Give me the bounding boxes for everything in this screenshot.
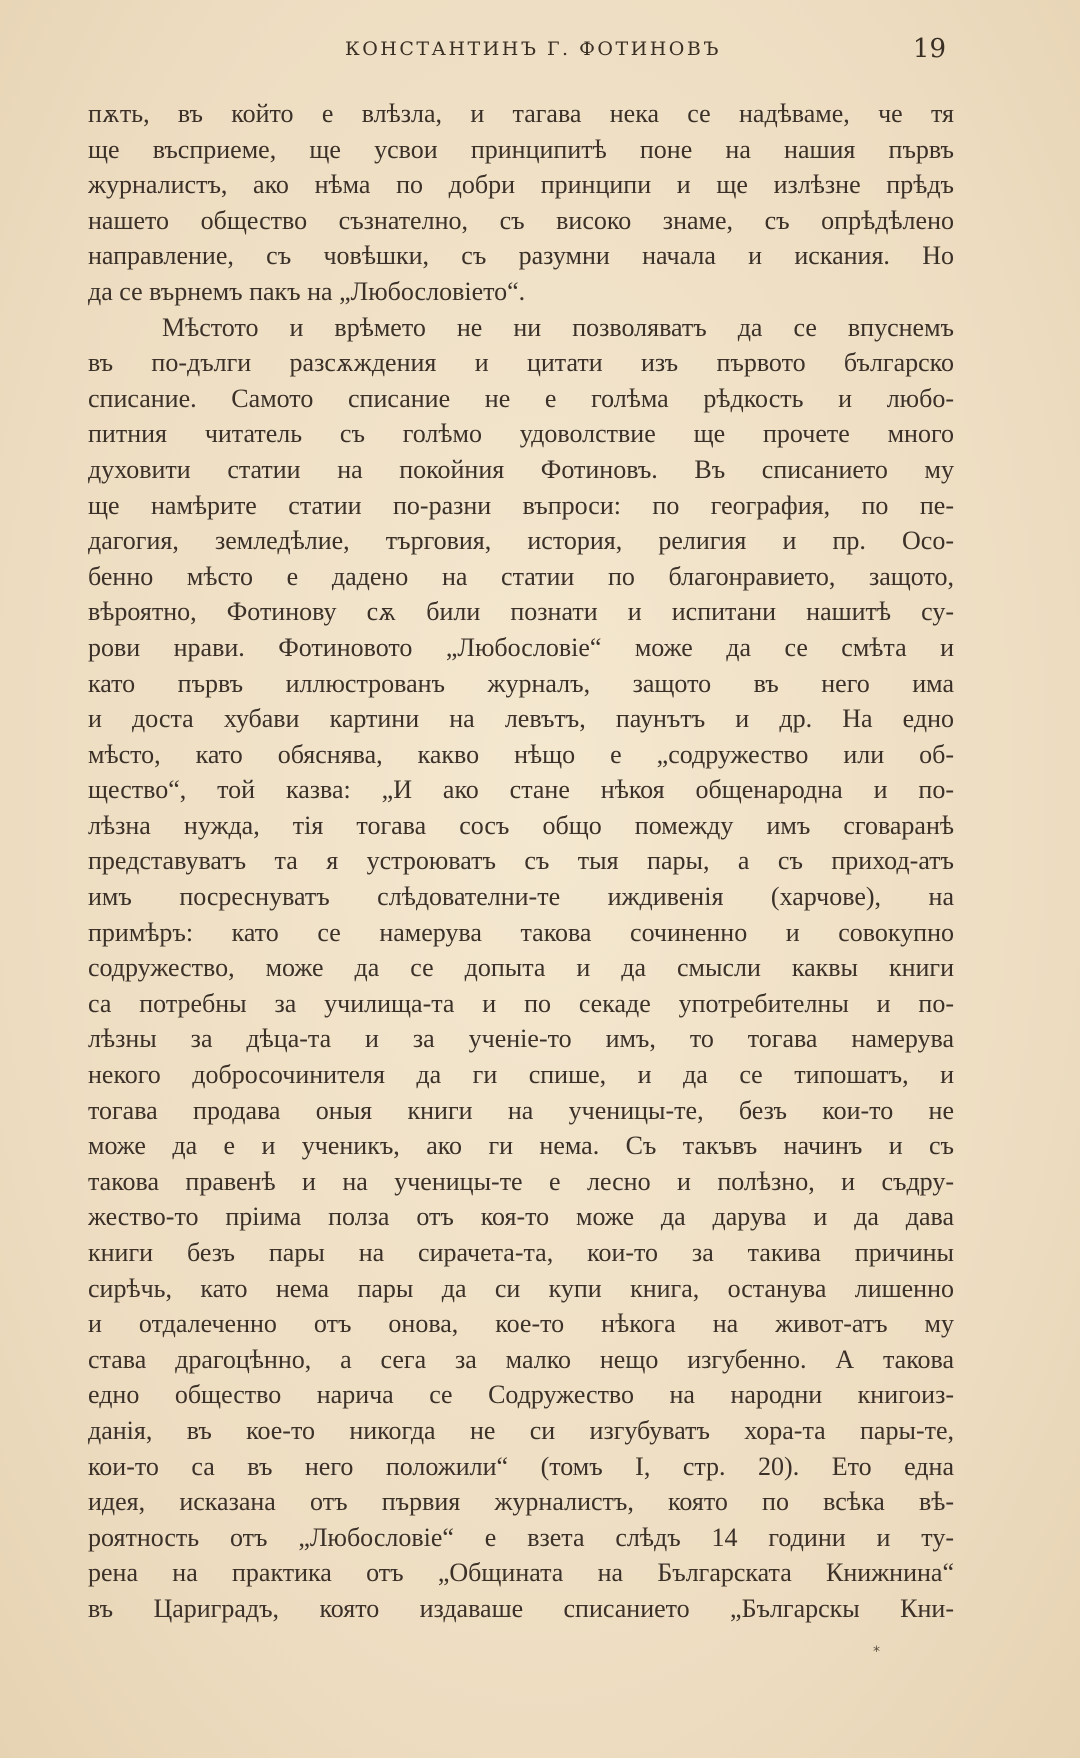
running-head: КОНСТАНТИНЪ Г. ФОТИНОВЪ	[345, 38, 721, 60]
text-line: мѣсто, като обяснява, какво нѣщо е „содружество или об-	[88, 739, 954, 769]
text-line: жество-то пріима полза отъ коя-то може да дарува и да дава	[88, 1202, 954, 1232]
text-line: имъ посреснуватъ слѣдователни-те иждивенія (харчове), на	[88, 882, 954, 912]
text-line: кои-то са въ него положили“ (томъ I, стр. 20). Ето една	[88, 1451, 954, 1481]
text-line: такова правенѣ и на ученицы-те е лесно и полѣзно, и съдру-	[88, 1166, 954, 1196]
text-line: ще намѣрите статии по-разни въпроси: по география, по пе-	[88, 490, 954, 520]
text-line: Мѣстото и врѣмето не ни позволяватъ да се впуснемъ	[162, 312, 954, 342]
text-line: пѫть, въ който е влѣзла, и тагава нека се надѣваме, че тя	[88, 99, 954, 128]
text-line: сирѣчь, като нема пары да си купи книга, останува лишенно	[88, 1273, 954, 1303]
text-line: рена на практика отъ „Общината на Българската Книжнина“	[88, 1558, 954, 1588]
text-line: щество“, той казва: „И ако стане нѣкоя общенародна и по-	[88, 775, 954, 805]
text-line: и отдалеченно отъ онова, кое-то нѣкога на живот-атъ му	[88, 1309, 954, 1339]
signature-mark: *	[873, 1644, 880, 1660]
text-line: содружество, може да се допыта и да смысли каквы книги	[88, 953, 954, 983]
page-header	[88, 34, 950, 74]
text-line: рови нрави. Фотиновото „Любословіе“ може да се смѣта и	[88, 632, 954, 662]
text-line: и доста хубави картини на левътъ, паунътъ и др. На едно	[88, 704, 954, 734]
text-line: журналистъ, ако нѣма по добри принципи и ще излѣзне прѣдъ	[88, 170, 954, 200]
text-line: да се върнемъ пакъ на „Любословіето“.	[88, 276, 526, 306]
text-line: питния читатель съ голѣмо удоволствие ще прочете много	[88, 419, 954, 449]
text-line: представуватъ та я устроюватъ съ тыя пары, а съ приход-атъ	[88, 846, 954, 876]
text-line: въ Цариградъ, която издаваше списанието „Българскы Кни-	[88, 1593, 954, 1623]
text-line: ще въсприеме, ще усвои принципитѣ поне на нашия първъ	[88, 134, 954, 164]
text-line: лѣзна нужда, тія тогава сосъ общо помежду имъ сговаранѣ	[88, 810, 954, 840]
text-line: са потребны за училища-та и по секаде употребителны и по-	[88, 988, 954, 1018]
text-line: едно общество нарича се Содружество на народни книгоиз-	[88, 1380, 954, 1410]
text-line: книги безъ пары на сирачета-та, кои-то за такива причины	[88, 1238, 954, 1267]
text-line: роятность отъ „Любословіе“ е взета слѣдъ 14 години и ту-	[88, 1522, 954, 1552]
body-text	[88, 96, 954, 1627]
text-line: данія, въ кое-то никогда не си изгубуватъ хора-та пары-те,	[88, 1415, 954, 1445]
text-line: като първъ иллюстрованъ журналъ, защото въ него има	[88, 668, 954, 698]
text-line: идея, исказана отъ първия журналистъ, която по всѣка вѣ-	[88, 1487, 954, 1517]
text-line: духовити статии на покойния Фотиновъ. Въ списанието му	[88, 454, 954, 484]
text-line: лѣзны за дѣца-та и за ученіе-то имъ, то тогава намерува	[88, 1024, 954, 1054]
text-line: списание. Самото списание не е голѣма рѣдкость и любо-	[88, 383, 954, 413]
text-line: може да е и ученикъ, ако ги нема. Съ такъвъ начинъ и съ	[88, 1131, 954, 1161]
text-line: примѣръ: като се намерува такова сочиненно и совокупно	[88, 917, 954, 947]
text-line: некого добросочинителя да ги спише, и да се типошатъ, и	[88, 1060, 954, 1090]
text-line: тогава продава оныя книги на ученицы-те, безъ кои-то не	[88, 1095, 954, 1125]
page-number: 19	[912, 34, 946, 64]
text-line: въ по-дълги разсѫждения и цитати изъ първото българско	[88, 348, 954, 378]
text-line: направление, съ човѣшки, съ разумни начала и искания. Но	[88, 241, 954, 271]
text-line: нашето общество съзнателно, съ високо знаме, съ опрѣдѣлено	[88, 205, 954, 235]
text-line: става драгоцѣнно, а сега за малко нещо изгубенно. А такова	[88, 1344, 954, 1374]
text-line: дагогия, земледѣлие, търговия, история, религия и пр. Осо-	[88, 526, 954, 556]
text-line: бенно мѣсто е дадено на статии по благонравието, защото,	[88, 561, 954, 591]
text-line: вѣроятно, Фотинову сѫ били познати и испитани нашитѣ су-	[88, 597, 954, 627]
